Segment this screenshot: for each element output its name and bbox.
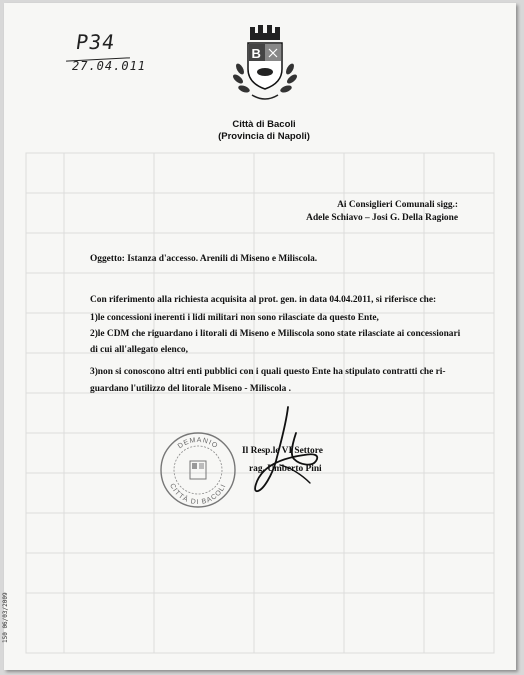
stamp-text-top: DEMANIO (176, 436, 220, 451)
svg-text:CITTÀ DI BACOLI (168, 483, 228, 506)
margin-code: 150 06/03/2009 (2, 592, 9, 643)
body-point-3b: guardano l'utilizzo del litorale Miseno - Miliscola . (90, 384, 292, 394)
handwritten-signature-icon (250, 405, 326, 497)
signatory-role: Il Resp.le VI Settore (242, 446, 323, 456)
body-point-1: 1)le concessioni inerenti i lidi militari non sono rilasciate da questo Ente, (90, 313, 379, 323)
svg-text:B: B (251, 46, 261, 61)
signatory-name: rag. Umberto Pini (249, 464, 322, 474)
document-page (4, 3, 516, 670)
svg-text:DEMANIO (177, 437, 219, 450)
subject-line: Oggetto: Istanza d'accesso. Arenili di Miseno e Miliscola. (90, 254, 318, 264)
city-name: Città di Bacoli (232, 119, 296, 130)
recipient-heading: Ai Consiglieri Comunali sigg.: (337, 200, 458, 210)
handwritten-reference: P34 (74, 30, 117, 54)
body-point-2a: 2)le CDM che riguardano i litorali di Miseno e Miliscola sono state rilasciate ai concessionari (90, 329, 461, 339)
recipient-names: Adele Schiavo – Josi G. Della Ragione (306, 213, 458, 223)
body-point-3a: 3)non si conoscono altri enti pubblici con i quali questo Ente ha stipulato contratti che ri- (90, 367, 446, 377)
stamp-text-bottom: CITTÀ DI BACOLI (168, 482, 228, 507)
body-intro: Con riferimento alla richiesta acquisita al prot. gen. in data 04.04.2011, si riferisce che: (90, 295, 437, 305)
body-point-2b: di cui all'allegato elenco, (90, 345, 188, 355)
handwritten-date: 27.04.011 (72, 59, 147, 73)
province-name: (Provincia di Napoli) (218, 131, 310, 142)
municipal-coat-of-arms-icon (226, 23, 304, 105)
round-official-stamp-icon (158, 430, 238, 510)
